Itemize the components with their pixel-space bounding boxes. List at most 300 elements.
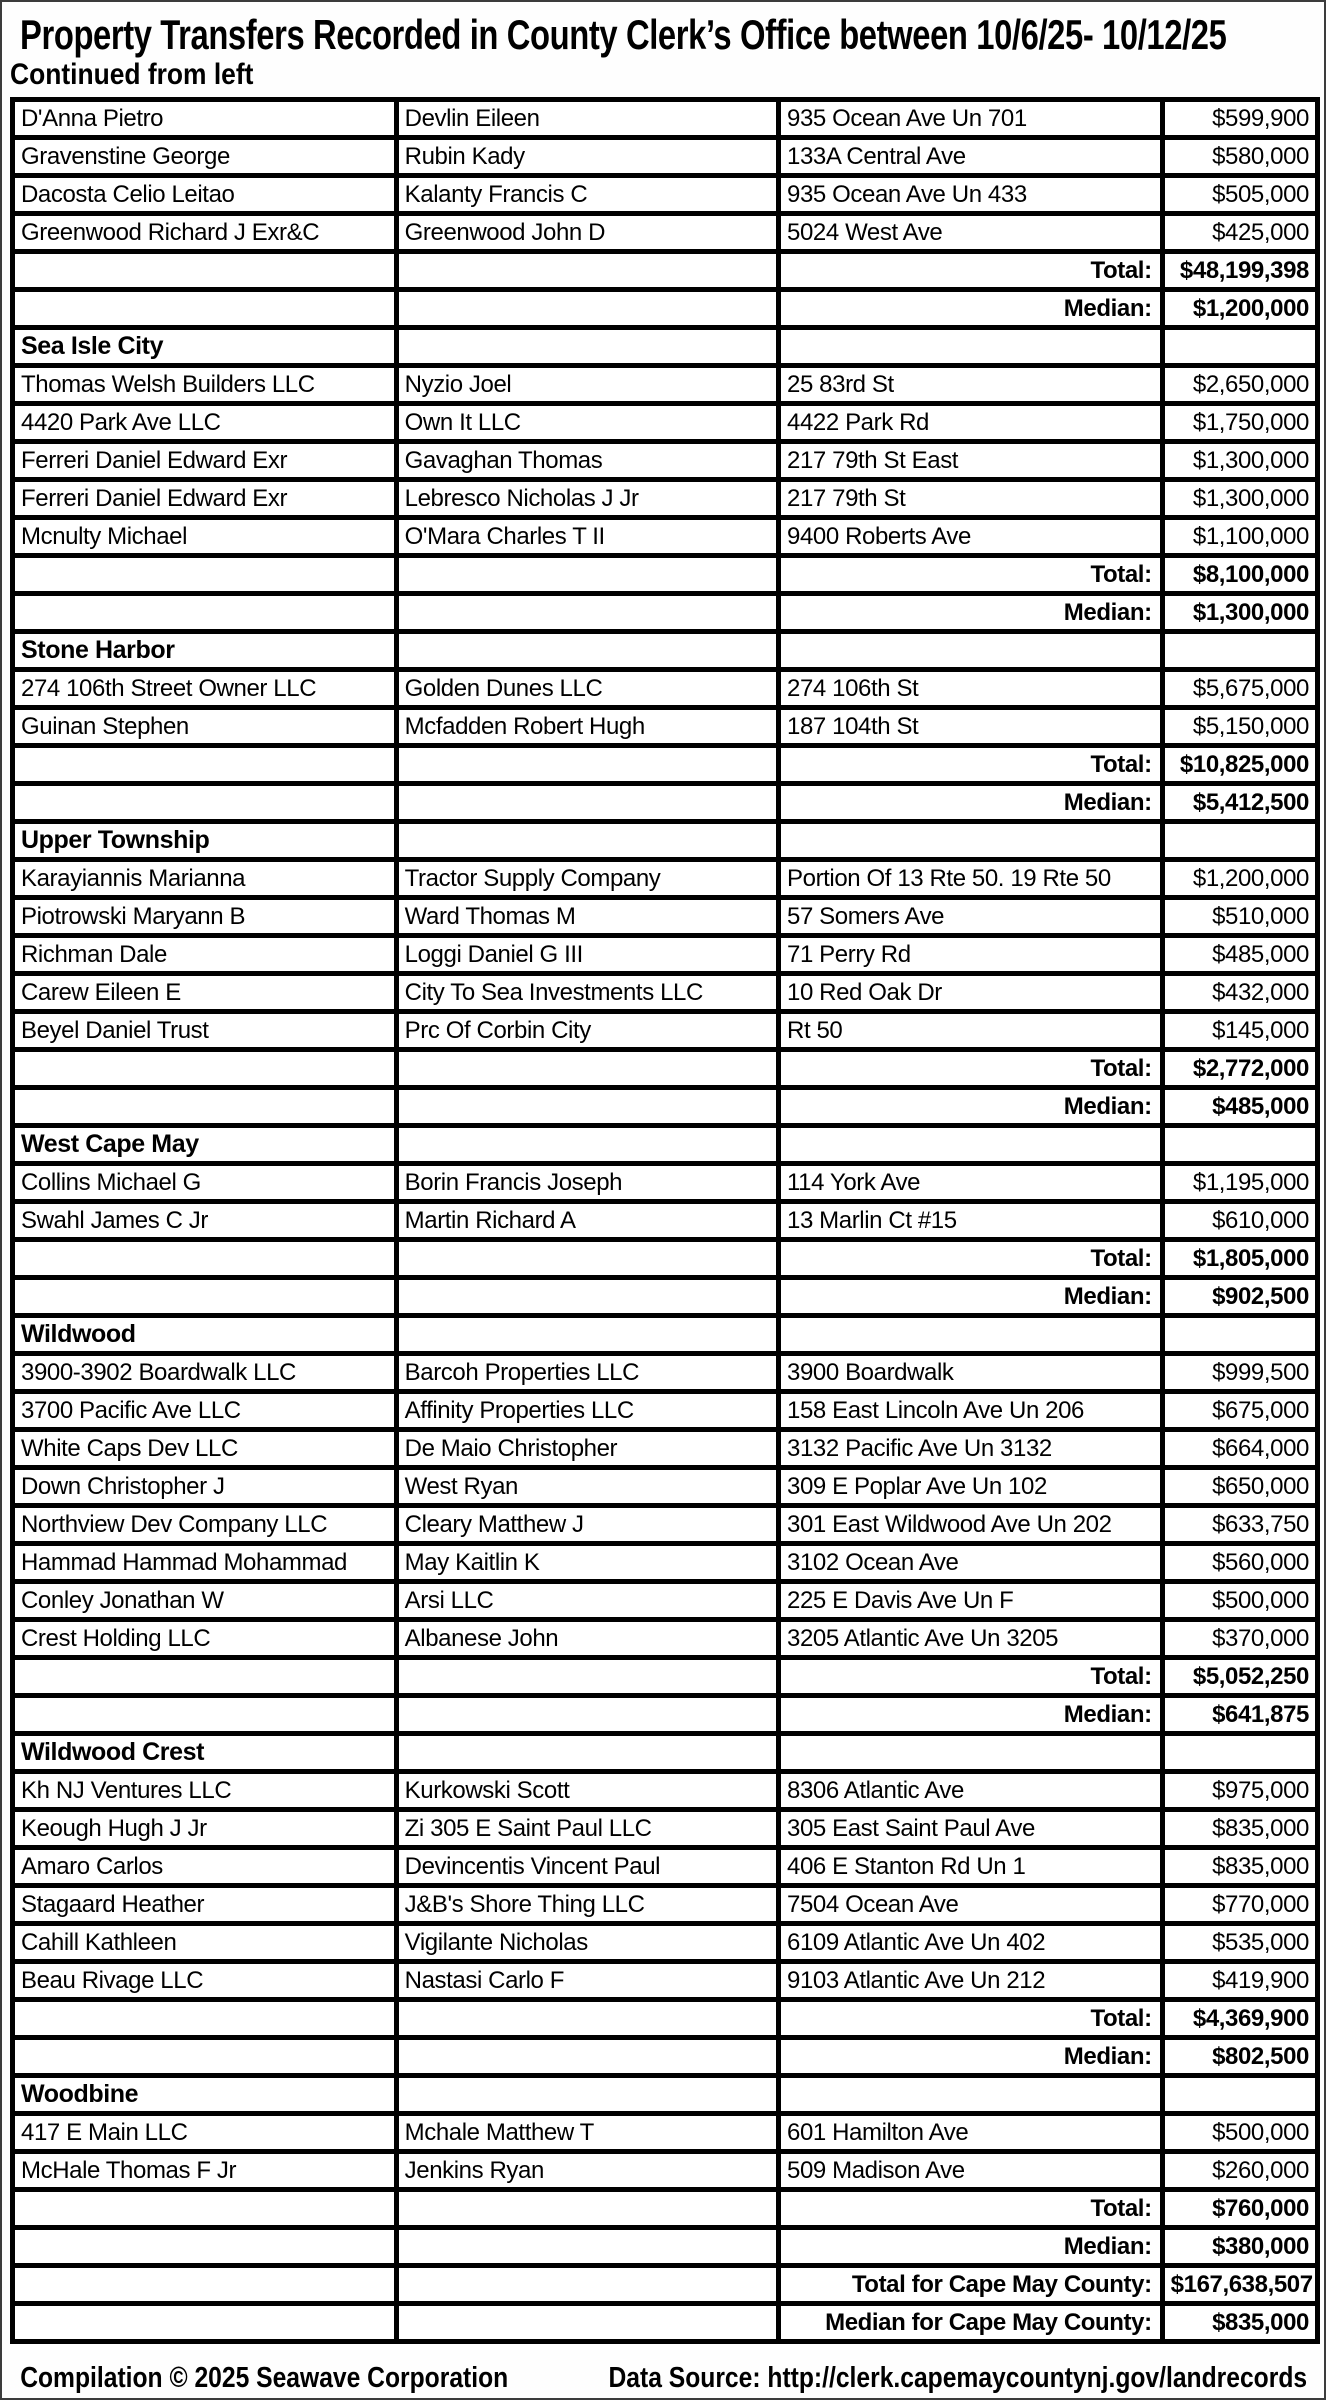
transfers-table-body <box>13 100 1318 2342</box>
transfer-row <box>13 1848 1318 1886</box>
empty-cell <box>396 1696 778 1734</box>
grantor-cell: Guinan Stephen <box>13 708 397 746</box>
municipality-cell: West Cape May <box>13 1126 397 1164</box>
grantee-cell: Arsi LLC <box>396 1582 778 1620</box>
empty-cell <box>1162 328 1317 366</box>
transfer-row <box>13 1772 1318 1810</box>
grantee-cell: Devlin Eileen <box>396 100 778 138</box>
summary-label-cell: Total: <box>779 2000 1163 2038</box>
empty-cell <box>396 2228 778 2266</box>
address-cell: 5024 West Ave <box>779 214 1163 252</box>
municipality-row <box>13 822 1318 860</box>
empty-cell <box>396 594 778 632</box>
summary-label-cell: Total for Cape May County: <box>779 2266 1163 2304</box>
grantor-cell: Swahl James C Jr <box>13 1202 397 1240</box>
transfer-row <box>13 100 1318 138</box>
grantee-cell: Mcfadden Robert Hugh <box>396 708 778 746</box>
price-cell: $432,000 <box>1162 974 1317 1012</box>
summary-label-cell: Total: <box>779 556 1163 594</box>
grantee-cell: Lebresco Nicholas J Jr <box>396 480 778 518</box>
empty-cell <box>396 1088 778 1126</box>
empty-cell <box>13 290 397 328</box>
municipality-row <box>13 2076 1318 2114</box>
section-total-row <box>13 2190 1318 2228</box>
price-cell: $675,000 <box>1162 1392 1317 1430</box>
empty-cell <box>1162 2076 1317 2114</box>
grantee-cell: Nastasi Carlo F <box>396 1962 778 2000</box>
address-cell: 935 Ocean Ave Un 433 <box>779 176 1163 214</box>
empty-cell <box>396 1050 778 1088</box>
price-cell: $770,000 <box>1162 1886 1317 1924</box>
section-total-row <box>13 556 1318 594</box>
empty-cell <box>396 822 778 860</box>
empty-cell <box>779 1316 1163 1354</box>
grantee-cell: City To Sea Investments LLC <box>396 974 778 1012</box>
empty-cell <box>396 784 778 822</box>
price-cell: $1,200,000 <box>1162 860 1317 898</box>
address-cell: 274 106th St <box>779 670 1163 708</box>
summary-label-cell: Median: <box>779 1696 1163 1734</box>
municipality-cell: Woodbine <box>13 2076 397 2114</box>
municipality-row <box>13 1126 1318 1164</box>
summary-label-cell: Median: <box>779 2228 1163 2266</box>
grantee-cell: Cleary Matthew J <box>396 1506 778 1544</box>
section-median-row <box>13 290 1318 328</box>
price-cell: $5,150,000 <box>1162 708 1317 746</box>
grantee-cell: Zi 305 E Saint Paul LLC <box>396 1810 778 1848</box>
empty-cell <box>779 632 1163 670</box>
municipality-row <box>13 1734 1318 1772</box>
price-cell: $835,000 <box>1162 1810 1317 1848</box>
grantor-cell: 3900-3902 Boardwalk LLC <box>13 1354 397 1392</box>
empty-cell <box>779 1734 1163 1772</box>
empty-cell <box>396 2038 778 2076</box>
transfer-row <box>13 1544 1318 1582</box>
transfer-row <box>13 480 1318 518</box>
empty-cell <box>396 290 778 328</box>
price-cell: $1,750,000 <box>1162 404 1317 442</box>
grantee-cell: Devincentis Vincent Paul <box>396 1848 778 1886</box>
price-cell: $510,000 <box>1162 898 1317 936</box>
address-cell: 309 E Poplar Ave Un 102 <box>779 1468 1163 1506</box>
grantee-cell: Nyzio Joel <box>396 366 778 404</box>
empty-cell <box>13 1050 397 1088</box>
grantee-cell: Mchale Matthew T <box>396 2114 778 2152</box>
municipality-cell: Wildwood <box>13 1316 397 1354</box>
empty-cell <box>13 2304 397 2342</box>
transfer-row <box>13 1430 1318 1468</box>
summary-value-cell: $485,000 <box>1162 1088 1317 1126</box>
address-cell: 25 83rd St <box>779 366 1163 404</box>
transfer-row <box>13 1468 1318 1506</box>
address-cell: 935 Ocean Ave Un 701 <box>779 100 1163 138</box>
empty-cell <box>396 746 778 784</box>
grantor-cell: Northview Dev Company LLC <box>13 1506 397 1544</box>
transfer-row <box>13 518 1318 556</box>
empty-cell <box>396 2000 778 2038</box>
empty-cell <box>13 594 397 632</box>
address-cell: 3900 Boardwalk <box>779 1354 1163 1392</box>
municipality-cell: Upper Township <box>13 822 397 860</box>
price-cell: $5,675,000 <box>1162 670 1317 708</box>
grantee-cell: Prc Of Corbin City <box>396 1012 778 1050</box>
empty-cell <box>13 2266 397 2304</box>
grantor-cell: Amaro Carlos <box>13 1848 397 1886</box>
price-cell: $145,000 <box>1162 1012 1317 1050</box>
grantee-cell: O'Mara Charles T II <box>396 518 778 556</box>
summary-value-cell: $5,052,250 <box>1162 1658 1317 1696</box>
section-median-row <box>13 2228 1318 2266</box>
price-cell: $633,750 <box>1162 1506 1317 1544</box>
transfer-row <box>13 366 1318 404</box>
transfer-row <box>13 1582 1318 1620</box>
empty-cell <box>396 1734 778 1772</box>
transfer-row <box>13 860 1318 898</box>
summary-label-cell: Total: <box>779 1658 1163 1696</box>
price-cell: $999,500 <box>1162 1354 1317 1392</box>
transfer-row <box>13 1012 1318 1050</box>
empty-cell <box>396 1278 778 1316</box>
summary-label-cell: Median: <box>779 290 1163 328</box>
summary-value-cell: $641,875 <box>1162 1696 1317 1734</box>
transfer-row <box>13 1202 1318 1240</box>
grantor-cell: 4420 Park Ave LLC <box>13 404 397 442</box>
municipality-cell: Wildwood Crest <box>13 1734 397 1772</box>
empty-cell <box>779 328 1163 366</box>
summary-value-cell: $48,199,398 <box>1162 252 1317 290</box>
empty-cell <box>13 252 397 290</box>
summary-value-cell: $802,500 <box>1162 2038 1317 2076</box>
transfer-row <box>13 1620 1318 1658</box>
address-cell: 10 Red Oak Dr <box>779 974 1163 1012</box>
summary-value-cell: $1,805,000 <box>1162 1240 1317 1278</box>
grantee-cell: Own It LLC <box>396 404 778 442</box>
price-cell: $835,000 <box>1162 1848 1317 1886</box>
page-footer <box>10 2360 1319 2396</box>
grantor-cell: Mcnulty Michael <box>13 518 397 556</box>
grantee-cell: Rubin Kady <box>396 138 778 176</box>
empty-cell <box>1162 1316 1317 1354</box>
address-cell: 71 Perry Rd <box>779 936 1163 974</box>
grantor-cell: White Caps Dev LLC <box>13 1430 397 1468</box>
section-median-row <box>13 784 1318 822</box>
address-cell: 6109 Atlantic Ave Un 402 <box>779 1924 1163 1962</box>
address-cell: Rt 50 <box>779 1012 1163 1050</box>
transfer-row <box>13 1886 1318 1924</box>
empty-cell <box>396 2190 778 2228</box>
price-cell: $505,000 <box>1162 176 1317 214</box>
county-summary-row <box>13 2304 1318 2342</box>
empty-cell <box>396 1240 778 1278</box>
grantor-cell: Carew Eileen E <box>13 974 397 1012</box>
price-cell: $560,000 <box>1162 1544 1317 1582</box>
address-cell: 406 E Stanton Rd Un 1 <box>779 1848 1163 1886</box>
transfer-row <box>13 2152 1318 2190</box>
transfer-row <box>13 936 1318 974</box>
empty-cell <box>13 1240 397 1278</box>
summary-value-cell: $835,000 <box>1162 2304 1317 2342</box>
address-cell: 8306 Atlantic Ave <box>779 1772 1163 1810</box>
price-cell: $1,195,000 <box>1162 1164 1317 1202</box>
address-cell: 217 79th St <box>779 480 1163 518</box>
empty-cell <box>396 1316 778 1354</box>
section-total-row <box>13 1050 1318 1088</box>
grantee-cell: Vigilante Nicholas <box>396 1924 778 1962</box>
empty-cell <box>396 632 778 670</box>
section-median-row <box>13 594 1318 632</box>
transfer-row <box>13 442 1318 480</box>
grantor-cell: Ferreri Daniel Edward Exr <box>13 480 397 518</box>
summary-value-cell: $760,000 <box>1162 2190 1317 2228</box>
grantor-cell: Greenwood Richard J Exr&C <box>13 214 397 252</box>
address-cell: 225 E Davis Ave Un F <box>779 1582 1163 1620</box>
grantee-cell: May Kaitlin K <box>396 1544 778 1582</box>
price-cell: $485,000 <box>1162 936 1317 974</box>
municipality-row <box>13 632 1318 670</box>
grantor-cell: Hammad Hammad Mohammad <box>13 1544 397 1582</box>
summary-value-cell: $902,500 <box>1162 1278 1317 1316</box>
address-cell: 301 East Wildwood Ave Un 202 <box>779 1506 1163 1544</box>
empty-cell <box>396 1658 778 1696</box>
municipality-row <box>13 328 1318 366</box>
grantee-cell: Barcoh Properties LLC <box>396 1354 778 1392</box>
address-cell: 9103 Atlantic Ave Un 212 <box>779 1962 1163 2000</box>
empty-cell <box>13 746 397 784</box>
price-cell: $500,000 <box>1162 2114 1317 2152</box>
address-cell: 3132 Pacific Ave Un 3132 <box>779 1430 1163 1468</box>
empty-cell <box>13 2038 397 2076</box>
summary-value-cell: $4,369,900 <box>1162 2000 1317 2038</box>
summary-label-cell: Total: <box>779 252 1163 290</box>
transfer-row <box>13 1506 1318 1544</box>
transfer-row <box>13 1962 1318 2000</box>
price-cell: $1,300,000 <box>1162 480 1317 518</box>
county-summary-row <box>13 2266 1318 2304</box>
address-cell: 3102 Ocean Ave <box>779 1544 1163 1582</box>
address-cell: 7504 Ocean Ave <box>779 1886 1163 1924</box>
summary-value-cell: $2,772,000 <box>1162 1050 1317 1088</box>
transfer-row <box>13 1924 1318 1962</box>
grantee-cell: Tractor Supply Company <box>396 860 778 898</box>
empty-cell <box>13 2190 397 2228</box>
summary-value-cell: $380,000 <box>1162 2228 1317 2266</box>
municipality-row <box>13 1316 1318 1354</box>
empty-cell <box>13 556 397 594</box>
address-cell: 601 Hamilton Ave <box>779 2114 1163 2152</box>
grantor-cell: Cahill Kathleen <box>13 1924 397 1962</box>
section-total-row <box>13 2000 1318 2038</box>
empty-cell <box>779 1126 1163 1164</box>
address-cell: 509 Madison Ave <box>779 2152 1163 2190</box>
address-cell: 158 East Lincoln Ave Un 206 <box>779 1392 1163 1430</box>
address-cell: 9400 Roberts Ave <box>779 518 1163 556</box>
section-total-row <box>13 252 1318 290</box>
address-cell: 187 104th St <box>779 708 1163 746</box>
grantor-cell: Piotrowski Maryann B <box>13 898 397 936</box>
grantee-cell: De Maio Christopher <box>396 1430 778 1468</box>
empty-cell <box>13 2000 397 2038</box>
grantee-cell: Martin Richard A <box>396 1202 778 1240</box>
footer-data-source: Data Source: http://clerk.capemaycountynj.gov/landrecords <box>608 2362 1308 2394</box>
summary-label-cell: Median: <box>779 594 1163 632</box>
grantee-cell: Golden Dunes LLC <box>396 670 778 708</box>
transfer-row <box>13 1354 1318 1392</box>
grantee-cell: Greenwood John D <box>396 214 778 252</box>
grantor-cell: Conley Jonathan W <box>13 1582 397 1620</box>
price-cell: $1,100,000 <box>1162 518 1317 556</box>
grantee-cell: Kalanty Francis C <box>396 176 778 214</box>
grantor-cell: Beau Rivage LLC <box>13 1962 397 2000</box>
empty-cell <box>13 784 397 822</box>
grantor-cell: 3700 Pacific Ave LLC <box>13 1392 397 1430</box>
price-cell: $370,000 <box>1162 1620 1317 1658</box>
empty-cell <box>13 1658 397 1696</box>
grantor-cell: Ferreri Daniel Edward Exr <box>13 442 397 480</box>
grantor-cell: Crest Holding LLC <box>13 1620 397 1658</box>
empty-cell <box>396 2266 778 2304</box>
price-cell: $650,000 <box>1162 1468 1317 1506</box>
price-cell: $260,000 <box>1162 2152 1317 2190</box>
grantor-cell: 274 106th Street Owner LLC <box>13 670 397 708</box>
grantor-cell: D'Anna Pietro <box>13 100 397 138</box>
price-cell: $535,000 <box>1162 1924 1317 1962</box>
summary-value-cell: $1,200,000 <box>1162 290 1317 328</box>
summary-value-cell: $5,412,500 <box>1162 784 1317 822</box>
continued-note: Continued from left <box>10 58 254 91</box>
empty-cell <box>396 1126 778 1164</box>
price-cell: $664,000 <box>1162 1430 1317 1468</box>
section-median-row <box>13 1696 1318 1734</box>
empty-cell <box>1162 1126 1317 1164</box>
summary-label-cell: Median: <box>779 1088 1163 1126</box>
empty-cell <box>396 556 778 594</box>
price-cell: $1,300,000 <box>1162 442 1317 480</box>
grantee-cell: J&B's Shore Thing LLC <box>396 1886 778 1924</box>
section-median-row <box>13 2038 1318 2076</box>
address-cell: Portion Of 13 Rte 50. 19 Rte 50 <box>779 860 1163 898</box>
empty-cell <box>396 252 778 290</box>
price-cell: $2,650,000 <box>1162 366 1317 404</box>
address-cell: 57 Somers Ave <box>779 898 1163 936</box>
transfer-row <box>13 1164 1318 1202</box>
grantee-cell: Borin Francis Joseph <box>396 1164 778 1202</box>
section-median-row <box>13 1088 1318 1126</box>
grantor-cell: Thomas Welsh Builders LLC <box>13 366 397 404</box>
grantee-cell: Ward Thomas M <box>396 898 778 936</box>
summary-value-cell: $10,825,000 <box>1162 746 1317 784</box>
empty-cell <box>779 822 1163 860</box>
summary-label-cell: Total: <box>779 2190 1163 2228</box>
address-cell: 217 79th St East <box>779 442 1163 480</box>
grantor-cell: Down Christopher J <box>13 1468 397 1506</box>
transfer-row <box>13 138 1318 176</box>
section-total-row <box>13 746 1318 784</box>
transfer-row <box>13 176 1318 214</box>
summary-value-cell: $1,300,000 <box>1162 594 1317 632</box>
address-cell: 133A Central Ave <box>779 138 1163 176</box>
empty-cell <box>13 1278 397 1316</box>
empty-cell <box>396 2304 778 2342</box>
summary-label-cell: Median: <box>779 2038 1163 2076</box>
empty-cell <box>396 2076 778 2114</box>
grantee-cell: Loggi Daniel G III <box>396 936 778 974</box>
transfer-row <box>13 2114 1318 2152</box>
grantor-cell: Kh NJ Ventures LLC <box>13 1772 397 1810</box>
grantee-cell: Affinity Properties LLC <box>396 1392 778 1430</box>
summary-value-cell: $167,638,507 <box>1162 2266 1317 2304</box>
page-title: Property Transfers Recorded in County Clerk’s Office between 10/6/25- 10/12/25 <box>20 11 1227 58</box>
footer-compilation: Compilation © 2025 Seawave Corporation <box>20 2362 509 2394</box>
transfer-row <box>13 1392 1318 1430</box>
grantor-cell: 417 E Main LLC <box>13 2114 397 2152</box>
transfer-row <box>13 974 1318 1012</box>
price-cell: $975,000 <box>1162 1772 1317 1810</box>
grantor-cell: Stagaard Heather <box>13 1886 397 1924</box>
price-cell: $500,000 <box>1162 1582 1317 1620</box>
empty-cell <box>13 1088 397 1126</box>
address-cell: 305 East Saint Paul Ave <box>779 1810 1163 1848</box>
empty-cell <box>1162 822 1317 860</box>
transfer-row <box>13 214 1318 252</box>
address-cell: 13 Marlin Ct #15 <box>779 1202 1163 1240</box>
grantor-cell: McHale Thomas F Jr <box>13 2152 397 2190</box>
address-cell: 4422 Park Rd <box>779 404 1163 442</box>
transfer-row <box>13 708 1318 746</box>
price-cell: $580,000 <box>1162 138 1317 176</box>
section-median-row <box>13 1278 1318 1316</box>
grantee-cell: Gavaghan Thomas <box>396 442 778 480</box>
summary-label-cell: Median: <box>779 1278 1163 1316</box>
municipality-cell: Stone Harbor <box>13 632 397 670</box>
grantor-cell: Beyel Daniel Trust <box>13 1012 397 1050</box>
grantor-cell: Dacosta Celio Leitao <box>13 176 397 214</box>
grantee-cell: Kurkowski Scott <box>396 1772 778 1810</box>
transfers-table <box>10 97 1320 2344</box>
grantor-cell: Keough Hugh J Jr <box>13 1810 397 1848</box>
transfer-row <box>13 670 1318 708</box>
empty-cell <box>396 328 778 366</box>
transfer-row <box>13 898 1318 936</box>
price-cell: $425,000 <box>1162 214 1317 252</box>
empty-cell <box>13 2228 397 2266</box>
empty-cell <box>13 1696 397 1734</box>
price-cell: $599,900 <box>1162 100 1317 138</box>
section-total-row <box>13 1240 1318 1278</box>
empty-cell <box>779 2076 1163 2114</box>
section-total-row <box>13 1658 1318 1696</box>
summary-label-cell: Total: <box>779 1050 1163 1088</box>
summary-label-cell: Median for Cape May County: <box>779 2304 1163 2342</box>
summary-label-cell: Total: <box>779 1240 1163 1278</box>
address-cell: 114 York Ave <box>779 1164 1163 1202</box>
grantor-cell: Karayiannis Marianna <box>13 860 397 898</box>
transfer-row <box>13 404 1318 442</box>
grantor-cell: Collins Michael G <box>13 1164 397 1202</box>
grantee-cell: Albanese John <box>396 1620 778 1658</box>
grantee-cell: West Ryan <box>396 1468 778 1506</box>
empty-cell <box>1162 632 1317 670</box>
grantor-cell: Gravenstine George <box>13 138 397 176</box>
price-cell: $419,900 <box>1162 1962 1317 2000</box>
price-cell: $610,000 <box>1162 1202 1317 1240</box>
address-cell: 3205 Atlantic Ave Un 3205 <box>779 1620 1163 1658</box>
summary-value-cell: $8,100,000 <box>1162 556 1317 594</box>
municipality-cell: Sea Isle City <box>13 328 397 366</box>
grantor-cell: Richman Dale <box>13 936 397 974</box>
summary-label-cell: Total: <box>779 746 1163 784</box>
transfer-row <box>13 1810 1318 1848</box>
summary-label-cell: Median: <box>779 784 1163 822</box>
